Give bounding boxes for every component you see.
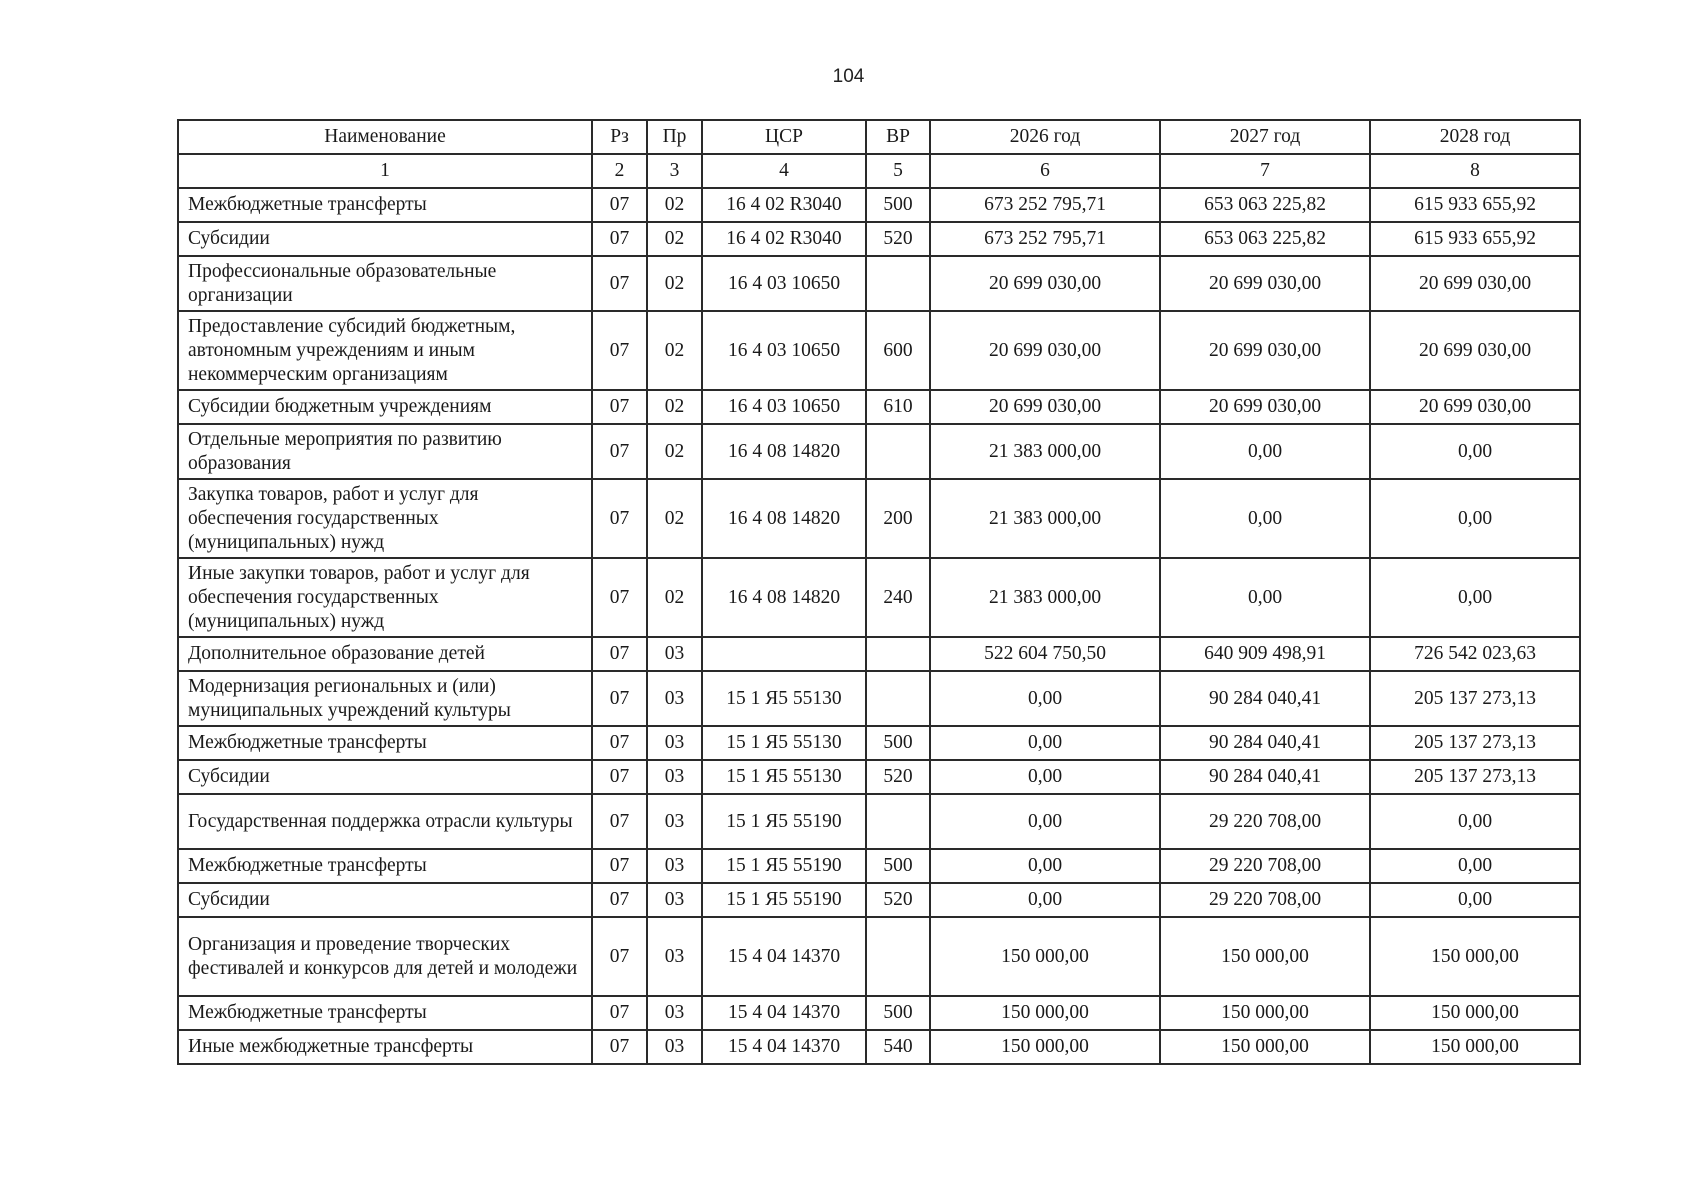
cell-rz: 07 [592,479,647,558]
cell-pr: 02 [647,424,702,479]
cell-2026: 20 699 030,00 [930,311,1160,390]
cell-vr: 240 [866,558,930,637]
table-row [178,311,1580,390]
cell-rz: 07 [592,311,647,390]
cell-pr: 03 [647,794,702,849]
cell-vr [866,917,930,996]
header-rz: Рз [592,120,647,154]
cell-2027: 0,00 [1160,424,1370,479]
cell-vr: 500 [866,188,930,222]
cell-pr: 02 [647,256,702,311]
cell-rz: 07 [592,188,647,222]
budget-table [177,119,1581,1065]
cell-csr [702,637,866,671]
column-number: 6 [930,154,1160,188]
cell-vr [866,256,930,311]
column-number: 3 [647,154,702,188]
cell-2026: 150 000,00 [930,996,1160,1030]
cell-pr: 03 [647,917,702,996]
cell-2027: 0,00 [1160,479,1370,558]
cell-pr: 03 [647,996,702,1030]
cell-2027: 29 220 708,00 [1160,883,1370,917]
cell-2026: 0,00 [930,794,1160,849]
cell-2028: 150 000,00 [1370,1030,1580,1064]
cell-2027: 90 284 040,41 [1160,671,1370,726]
cell-2027: 150 000,00 [1160,1030,1370,1064]
cell-2026: 673 252 795,71 [930,188,1160,222]
cell-vr: 520 [866,222,930,256]
table-row [178,726,1580,760]
cell-csr: 15 1 Я5 55190 [702,883,866,917]
cell-2028: 726 542 023,63 [1370,637,1580,671]
cell-rz: 07 [592,794,647,849]
cell-csr: 15 1 Я5 55190 [702,849,866,883]
page-number: 104 [832,66,865,87]
cell-csr: 15 1 Я5 55130 [702,726,866,760]
table-row [178,917,1580,996]
cell-2026: 150 000,00 [930,917,1160,996]
column-number: 5 [866,154,930,188]
cell-2027: 150 000,00 [1160,996,1370,1030]
cell-2026: 0,00 [930,849,1160,883]
cell-vr: 610 [866,390,930,424]
cell-2027: 29 220 708,00 [1160,794,1370,849]
cell-2027: 90 284 040,41 [1160,760,1370,794]
table-row [178,996,1580,1030]
cell-csr: 16 4 02 R3040 [702,188,866,222]
cell-rz: 07 [592,637,647,671]
table-row [178,479,1580,558]
cell-vr: 500 [866,849,930,883]
column-number: 1 [178,154,592,188]
cell-csr: 16 4 08 14820 [702,424,866,479]
column-number: 2 [592,154,647,188]
table-row [178,558,1580,637]
cell-2028: 20 699 030,00 [1370,311,1580,390]
cell-2026: 0,00 [930,760,1160,794]
cell-rz: 07 [592,424,647,479]
cell-2028: 615 933 655,92 [1370,222,1580,256]
cell-csr: 16 4 03 10650 [702,390,866,424]
cell-name: Государственная поддержка отрасли культуры [178,794,592,849]
table-row [178,637,1580,671]
header-csr: ЦСР [702,120,866,154]
cell-2027: 653 063 225,82 [1160,222,1370,256]
cell-csr: 16 4 03 10650 [702,256,866,311]
column-number-row [178,154,1580,188]
cell-2028: 20 699 030,00 [1370,390,1580,424]
cell-2027: 29 220 708,00 [1160,849,1370,883]
cell-2026: 20 699 030,00 [930,256,1160,311]
column-number: 7 [1160,154,1370,188]
header-name: Наименование [178,120,592,154]
cell-vr [866,424,930,479]
cell-csr: 15 4 04 14370 [702,917,866,996]
column-number: 8 [1370,154,1580,188]
cell-pr: 03 [647,726,702,760]
cell-2027: 0,00 [1160,558,1370,637]
cell-csr: 16 4 08 14820 [702,558,866,637]
cell-pr: 03 [647,849,702,883]
cell-pr: 02 [647,390,702,424]
cell-name: Предоставление субсидий бюджетным, автономным учреждениям и иным некоммерческим организациям [178,311,592,390]
cell-vr: 600 [866,311,930,390]
table-row [178,1030,1580,1064]
cell-rz: 07 [592,222,647,256]
cell-2028: 0,00 [1370,558,1580,637]
cell-vr: 520 [866,760,930,794]
cell-vr: 540 [866,1030,930,1064]
table-row [178,760,1580,794]
cell-rz: 07 [592,256,647,311]
header-vr: ВР [866,120,930,154]
cell-name: Профессиональные образовательные организации [178,256,592,311]
cell-2028: 205 137 273,13 [1370,760,1580,794]
cell-2026: 21 383 000,00 [930,479,1160,558]
cell-pr: 03 [647,637,702,671]
cell-vr [866,637,930,671]
table-row [178,424,1580,479]
cell-2026: 20 699 030,00 [930,390,1160,424]
cell-vr: 500 [866,996,930,1030]
cell-name: Субсидии [178,222,592,256]
cell-rz: 07 [592,1030,647,1064]
cell-2028: 0,00 [1370,849,1580,883]
cell-name: Дополнительное образование детей [178,637,592,671]
cell-2026: 522 604 750,50 [930,637,1160,671]
header-pr: Пр [647,120,702,154]
cell-2026: 0,00 [930,671,1160,726]
cell-pr: 02 [647,479,702,558]
cell-name: Отдельные мероприятия по развитию образования [178,424,592,479]
cell-2026: 0,00 [930,726,1160,760]
table-row [178,256,1580,311]
cell-2028: 205 137 273,13 [1370,726,1580,760]
cell-pr: 03 [647,1030,702,1064]
table-row [178,883,1580,917]
header-row [178,120,1580,154]
cell-csr: 15 1 Я5 55130 [702,760,866,794]
cell-rz: 07 [592,390,647,424]
cell-csr: 16 4 03 10650 [702,311,866,390]
cell-name: Организация и проведение творческих фестивалей и конкурсов для детей и молодежи [178,917,592,996]
cell-name: Межбюджетные трансферты [178,849,592,883]
cell-rz: 07 [592,917,647,996]
cell-2026: 150 000,00 [930,1030,1160,1064]
cell-2026: 21 383 000,00 [930,558,1160,637]
cell-csr: 15 1 Я5 55190 [702,794,866,849]
cell-2027: 90 284 040,41 [1160,726,1370,760]
table-row [178,188,1580,222]
cell-csr: 16 4 08 14820 [702,479,866,558]
cell-2028: 0,00 [1370,479,1580,558]
cell-2028: 0,00 [1370,883,1580,917]
cell-name: Иные межбюджетные трансферты [178,1030,592,1064]
header-2028: 2028 год [1370,120,1580,154]
cell-pr: 03 [647,883,702,917]
cell-2027: 20 699 030,00 [1160,256,1370,311]
cell-rz: 07 [592,671,647,726]
cell-name: Субсидии [178,760,592,794]
cell-2026: 0,00 [930,883,1160,917]
cell-name: Закупка товаров, работ и услуг для обеспечения государственных (муниципальных) нужд [178,479,592,558]
table-row [178,390,1580,424]
cell-pr: 02 [647,311,702,390]
cell-2027: 653 063 225,82 [1160,188,1370,222]
cell-name: Межбюджетные трансферты [178,188,592,222]
table-row [178,671,1580,726]
cell-2028: 0,00 [1370,424,1580,479]
cell-2028: 150 000,00 [1370,917,1580,996]
cell-pr: 02 [647,558,702,637]
header-2026: 2026 год [930,120,1160,154]
cell-csr: 15 1 Я5 55130 [702,671,866,726]
cell-rz: 07 [592,558,647,637]
cell-2028: 20 699 030,00 [1370,256,1580,311]
cell-vr: 500 [866,726,930,760]
cell-2026: 21 383 000,00 [930,424,1160,479]
cell-vr [866,671,930,726]
cell-2028: 0,00 [1370,794,1580,849]
cell-2027: 640 909 498,91 [1160,637,1370,671]
table-row [178,794,1580,849]
cell-2027: 20 699 030,00 [1160,311,1370,390]
cell-rz: 07 [592,726,647,760]
cell-csr: 16 4 02 R3040 [702,222,866,256]
cell-2026: 673 252 795,71 [930,222,1160,256]
cell-name: Субсидии [178,883,592,917]
cell-2028: 205 137 273,13 [1370,671,1580,726]
cell-2028: 615 933 655,92 [1370,188,1580,222]
cell-csr: 15 4 04 14370 [702,996,866,1030]
cell-2027: 150 000,00 [1160,917,1370,996]
cell-name: Иные закупки товаров, работ и услуг для обеспечения государственных (муниципальных) нужд [178,558,592,637]
cell-pr: 02 [647,188,702,222]
cell-vr [866,794,930,849]
cell-pr: 03 [647,760,702,794]
cell-name: Межбюджетные трансферты [178,996,592,1030]
column-number: 4 [702,154,866,188]
cell-pr: 03 [647,671,702,726]
cell-rz: 07 [592,849,647,883]
cell-name: Субсидии бюджетным учреждениям [178,390,592,424]
header-2027: 2027 год [1160,120,1370,154]
cell-name: Модернизация региональных и (или) муниципальных учреждений культуры [178,671,592,726]
cell-rz: 07 [592,996,647,1030]
cell-pr: 02 [647,222,702,256]
cell-csr: 15 4 04 14370 [702,1030,866,1064]
cell-rz: 07 [592,883,647,917]
cell-name: Межбюджетные трансферты [178,726,592,760]
cell-rz: 07 [592,760,647,794]
cell-2027: 20 699 030,00 [1160,390,1370,424]
cell-2028: 150 000,00 [1370,996,1580,1030]
table-row [178,222,1580,256]
table-row [178,849,1580,883]
cell-vr: 520 [866,883,930,917]
cell-vr: 200 [866,479,930,558]
